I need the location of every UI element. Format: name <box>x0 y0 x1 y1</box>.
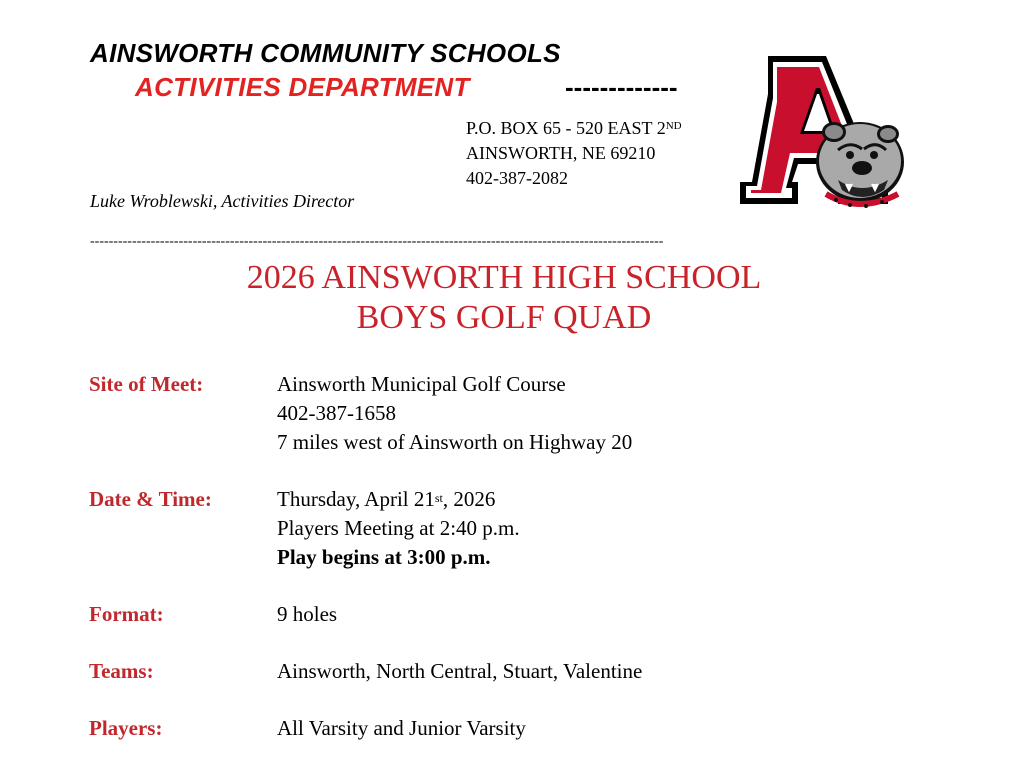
event-title-line-1: 2026 AINSWORTH HIGH SCHOOL <box>246 259 762 296</box>
site-phone: 402-387-1658 <box>277 401 396 425</box>
department-dashes: ------------- <box>565 72 678 102</box>
datetime-values <box>277 485 969 572</box>
teams-label: Teams: <box>89 659 154 683</box>
site-values <box>277 370 969 457</box>
teams-row <box>89 657 969 686</box>
format-value: 9 holes <box>277 602 338 626</box>
event-title <box>0 258 1008 338</box>
school-name: AINSWORTH COMMUNITY SCHOOLS <box>90 38 561 68</box>
players-meeting-time: Players Meeting at 2:40 p.m. <box>277 516 520 540</box>
activities-director: Luke Wroblewski, Activities Director <box>90 191 355 211</box>
players-row <box>89 714 969 743</box>
play-start-time: Play begins at 3:00 p.m. <box>277 545 491 569</box>
address-line-2: AINSWORTH, NE 69210 <box>466 143 656 163</box>
meet-date-year: , 2026 <box>442 487 496 511</box>
format-label: Format: <box>89 602 164 626</box>
datetime-row <box>89 485 969 572</box>
site-name: Ainsworth Municipal Golf Course <box>277 372 566 396</box>
department-name: ACTIVITIES DEPARTMENT <box>135 72 470 102</box>
players-value: All Varsity and Junior Varsity <box>277 716 526 740</box>
address-line-1-text: P.O. BOX 65 - 520 EAST 2 <box>466 118 666 138</box>
format-row <box>89 600 969 629</box>
players-label: Players: <box>89 716 163 740</box>
meet-details <box>89 370 969 743</box>
event-title-line-2: BOYS GOLF QUAD <box>356 299 652 336</box>
meet-date <box>277 485 969 514</box>
site-directions: 7 miles west of Ainsworth on Highway 20 <box>277 430 633 454</box>
teams-value: Ainsworth, North Central, Stuart, Valentine <box>277 659 643 683</box>
address-phone: 402-387-2082 <box>466 168 568 188</box>
header-divider: --------------------------------------------------------------------------------------------------------------------------- <box>90 234 664 249</box>
address-line-1 <box>466 116 682 141</box>
site-label: Site of Meet: <box>89 372 204 396</box>
meet-date-main: Thursday, April 21 <box>277 487 435 511</box>
datetime-label: Date & Time: <box>89 487 212 511</box>
mailing-address <box>466 116 682 191</box>
meet-date-suffix: st <box>434 491 443 505</box>
bulldog-head <box>816 122 904 208</box>
site-row <box>89 370 969 457</box>
address-line-1-superscript: ND <box>665 120 682 132</box>
bulldog-letter-a-logo <box>738 54 908 214</box>
